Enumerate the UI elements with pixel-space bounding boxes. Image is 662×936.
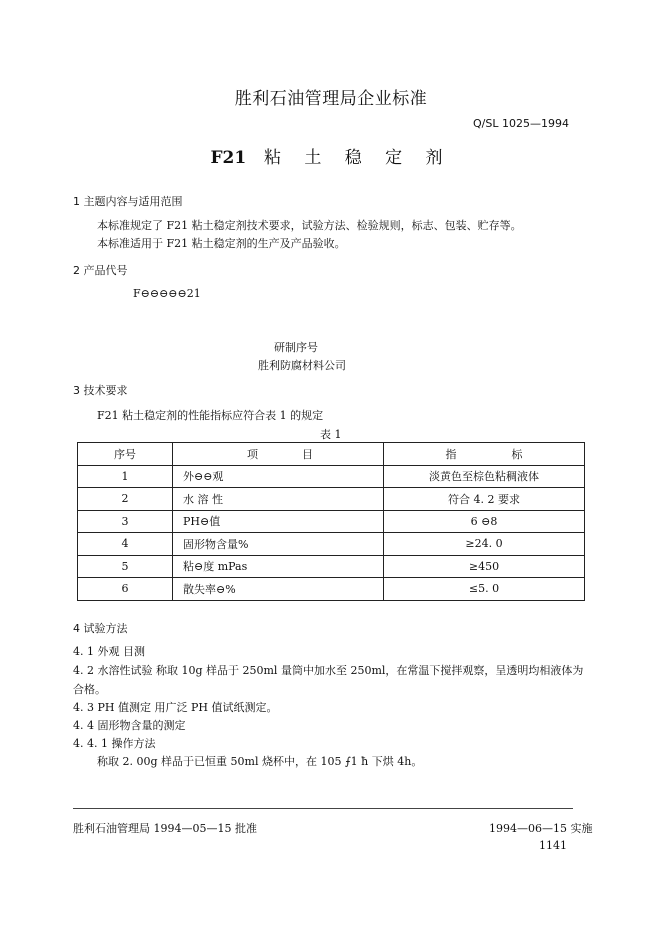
cell-spec: ≥24. 0 <box>384 533 585 556</box>
cell-item: 散失率⊖% <box>173 578 384 601</box>
standard-number: Q/SL 1025—1994 <box>473 117 569 130</box>
item-4-4: 4. 4 固形物含量的测定 <box>73 719 186 732</box>
item-4-2-line-1: 4. 2 水溶性试验 称取 10g 样品于 250ml 量筒中加水至 250ml，在常温下搅拌观察，呈透明均相液体为 <box>73 664 584 677</box>
document-title <box>0 143 662 168</box>
organization-title: 胜利石油管理局企业标准 <box>234 89 428 109</box>
cell-item: 外⊖⊖观 <box>173 465 384 488</box>
cell-serial: 2 <box>78 488 173 511</box>
section-4-heading: 4 试验方法 <box>73 622 128 635</box>
section-1-para-1: 本标准规定了 F21 粘土稳定剂技术要求，试验方法、检验规则，标志、包装、贮存等。 <box>97 219 522 232</box>
table-row <box>78 555 585 578</box>
cell-item: 固形物含量% <box>173 533 384 556</box>
cell-serial: 4 <box>78 533 173 556</box>
product-code: F⊖⊖⊖⊖⊖21 <box>133 287 201 300</box>
cell-item: 水 溶 性 <box>173 488 384 511</box>
section-3-intro: F21 粘土稳定剂的性能指标应符合表 1 的规定 <box>97 409 324 422</box>
item-4-2-line-2: 合格。 <box>73 683 106 696</box>
item-4-4-1: 4. 4. 1 操作方法 <box>73 737 156 750</box>
item-4-3: 4. 3 PH 值测定 用广泛 PH 值试纸测定。 <box>73 701 278 714</box>
cell-serial: 1 <box>78 465 173 488</box>
approval-date: 胜利石油管理局 1994—05—15 批准 <box>73 822 257 835</box>
cell-serial: 6 <box>78 578 173 601</box>
cell-spec: 淡黄色至棕色粘稠液体 <box>384 465 585 488</box>
cell-item: 粘⊖度 mPas <box>173 555 384 578</box>
table-row <box>78 465 585 488</box>
footer-rule <box>73 808 573 809</box>
cell-serial: 5 <box>78 555 173 578</box>
title-name: 粘 土 稳 定 剂 <box>263 148 452 168</box>
section-3-heading: 3 技术要求 <box>73 384 128 397</box>
table-row <box>78 578 585 601</box>
table-caption: 表 1 <box>320 428 342 441</box>
implementation-date: 1994—06—15 实施 <box>489 822 593 835</box>
table-header-row <box>78 443 585 466</box>
cell-spec: 6 ⊖8 <box>384 510 585 533</box>
code-note-company: 胜利防腐材料公司 <box>258 359 346 372</box>
table-row <box>78 510 585 533</box>
header-item: 项 目 <box>173 443 384 466</box>
cell-spec: ≤5. 0 <box>384 578 585 601</box>
item-4-4-1-text: 称取 2. 00g 样品于已恒重 50ml 烧杯中，在 105 ⨍1 ħ 下烘 4h。 <box>97 755 423 768</box>
section-1-para-2: 本标准适用于 F21 粘土稳定剂的生产及产品验收。 <box>97 237 346 250</box>
table-row <box>78 533 585 556</box>
header-serial: 序号 <box>78 443 173 466</box>
cell-item: PH⊖值 <box>173 510 384 533</box>
code-note-serial: 研制序号 <box>274 341 318 354</box>
table-row <box>78 488 585 511</box>
page-number: 1141 <box>539 839 567 852</box>
cell-spec: 符合 4. 2 要求 <box>384 488 585 511</box>
section-1-heading: 1 主题内容与适用范围 <box>73 195 183 208</box>
section-2-heading: 2 产品代号 <box>73 264 128 277</box>
header-spec: 指 标 <box>384 443 585 466</box>
title-code: F21 <box>210 148 247 168</box>
cell-serial: 3 <box>78 510 173 533</box>
specification-table <box>77 442 585 601</box>
item-4-1: 4. 1 外观 目测 <box>73 645 145 658</box>
cell-spec: ≥450 <box>384 555 585 578</box>
